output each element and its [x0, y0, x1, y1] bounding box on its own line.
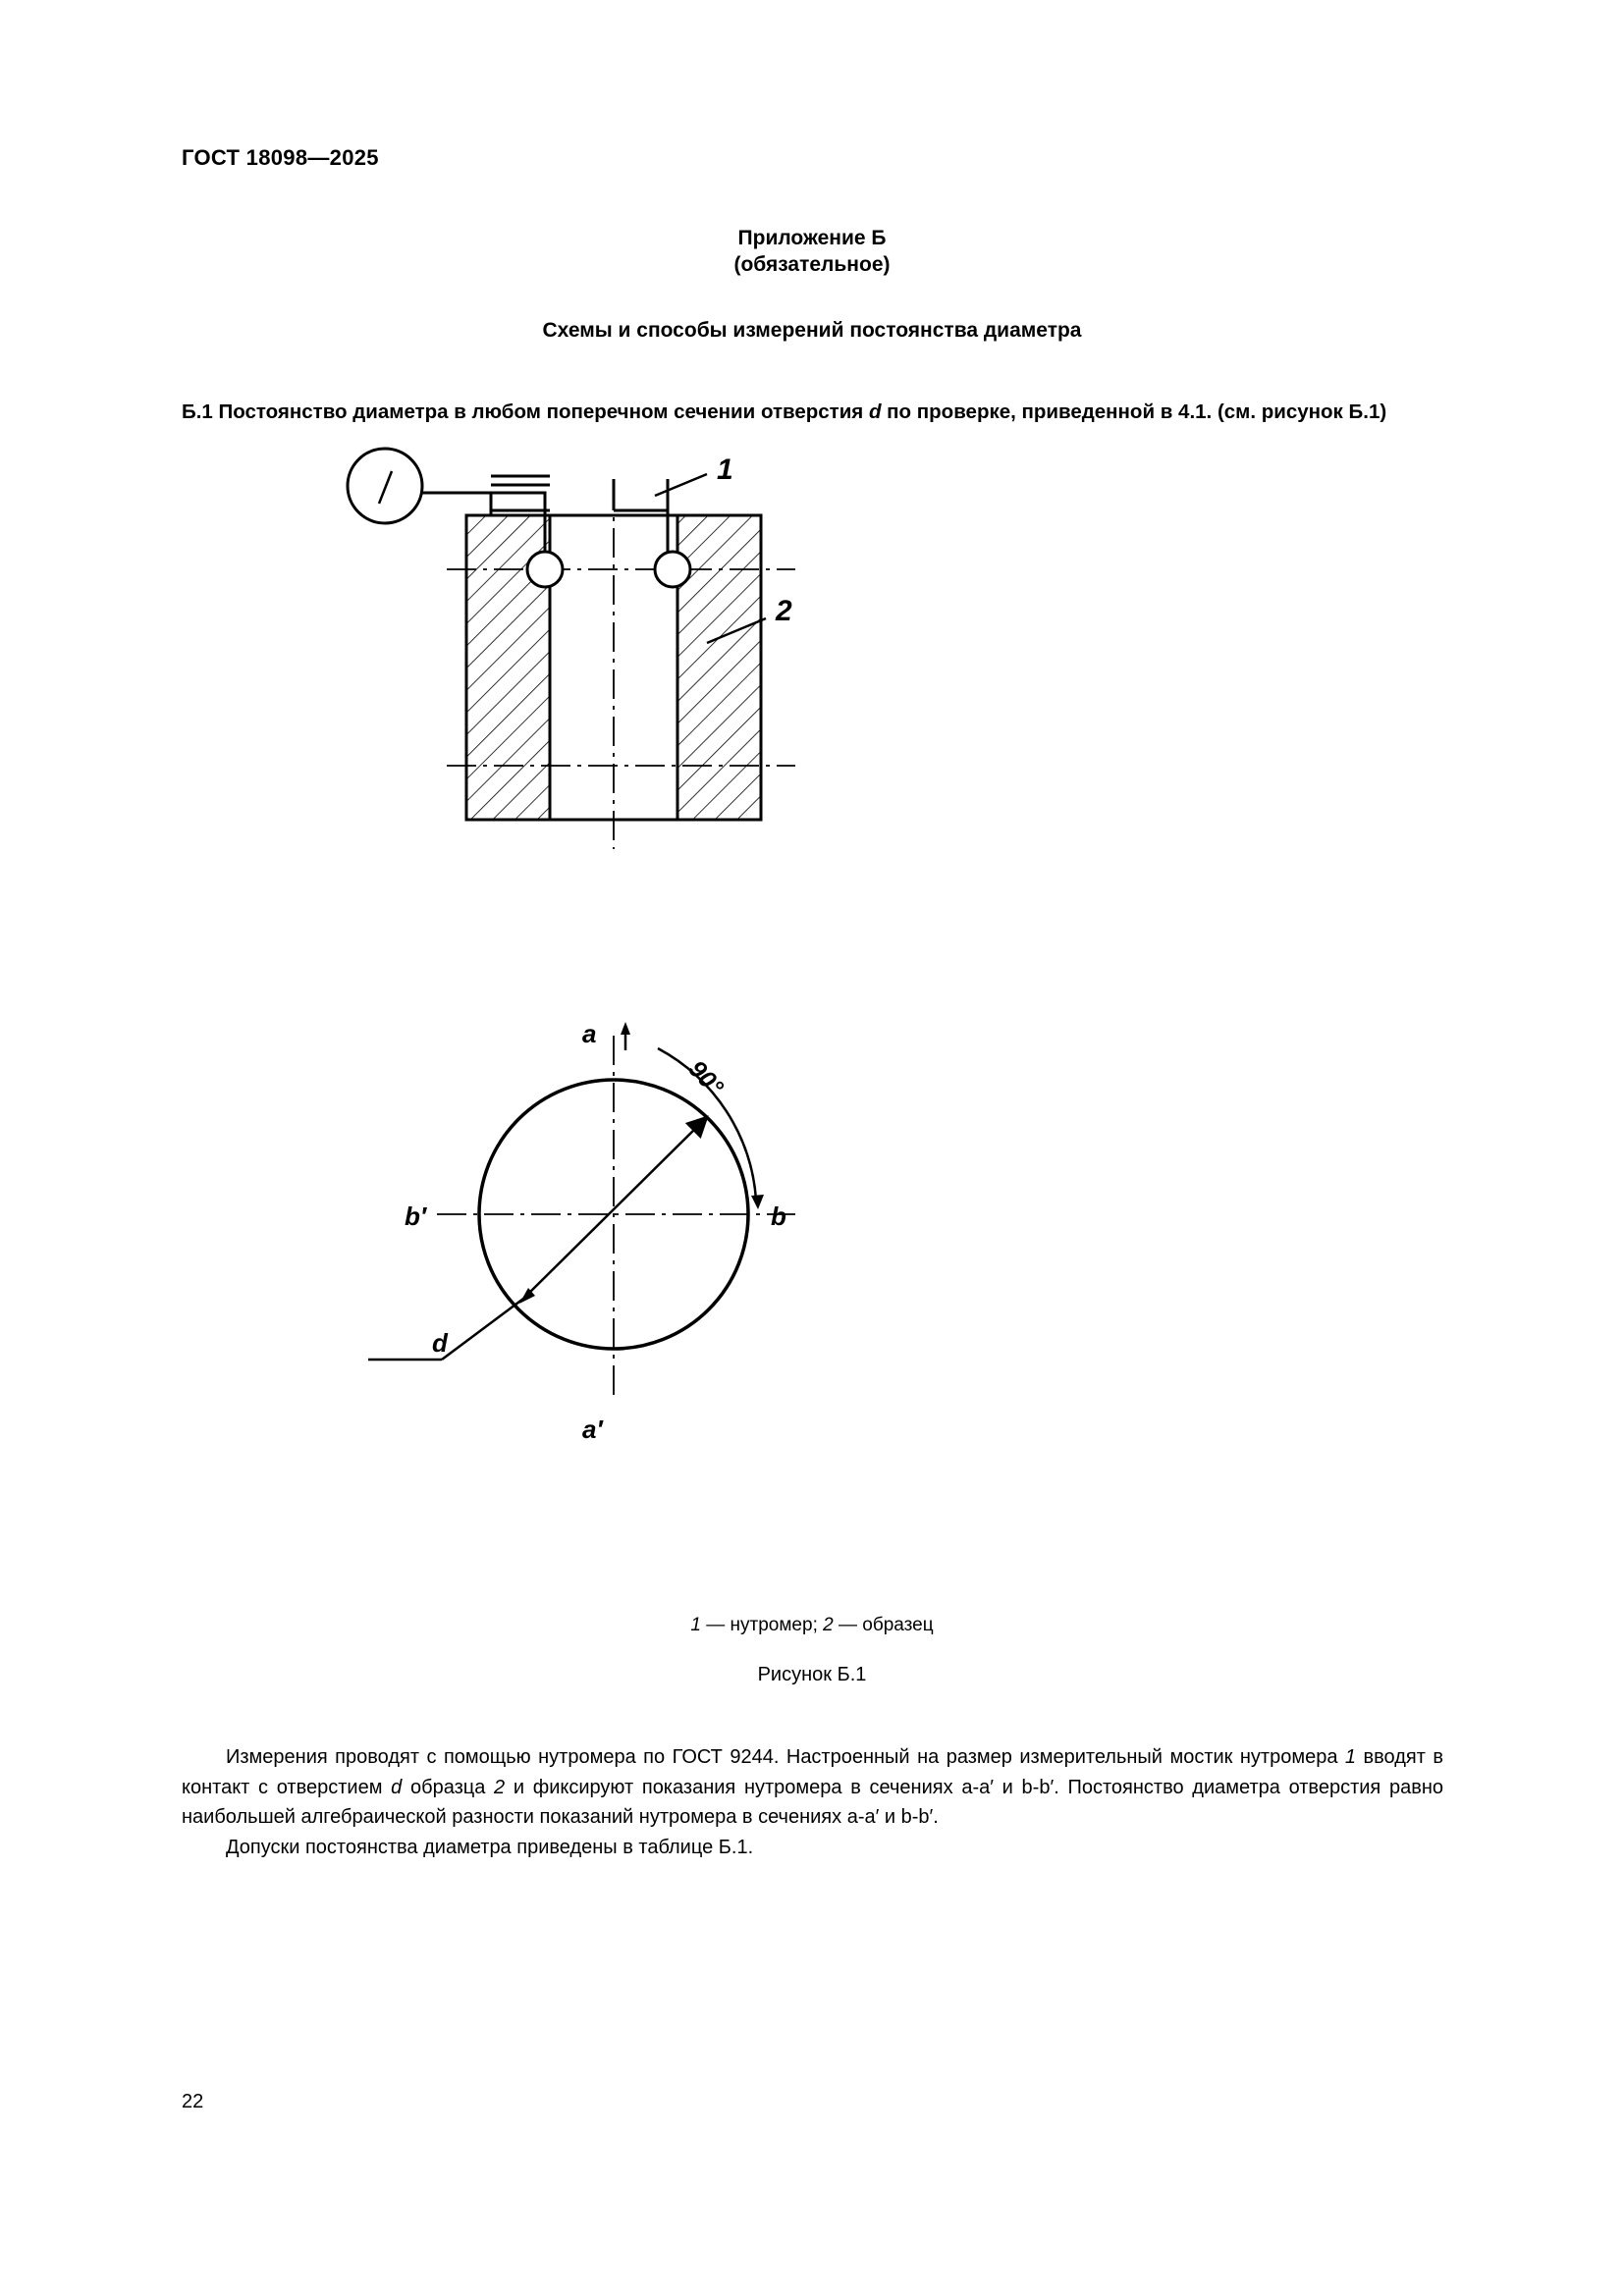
clause-text-after: по проверке, приведенной в 4.1. (см. рисунок Б.1): [881, 400, 1387, 423]
figure-b1: [196, 454, 1443, 1600]
appendix-subtitle: (обязательное): [733, 253, 891, 276]
leader-callout-1: [655, 474, 707, 496]
figure-key-text-2: — образец: [833, 1615, 934, 1635]
clause-b1-paragraph: [182, 397, 1448, 427]
angle-label: 90°: [682, 1054, 729, 1101]
axis-label-b-prime: b′: [405, 1201, 427, 1231]
figure-caption: Рисунок Б.1: [757, 1664, 867, 1685]
probe-contact-left: [527, 552, 563, 587]
axis-label-a: a: [582, 1019, 597, 1048]
cross-section-view: [368, 1019, 795, 1444]
diameter-label-d: d: [432, 1328, 448, 1358]
figure-b1-drawing: [196, 454, 1443, 1600]
body-text: [182, 1742, 1443, 1862]
page-header: ГОСТ 18098—2025: [182, 145, 379, 170]
axis-label-a-prime: a′: [582, 1415, 603, 1444]
paragraph-tolerances: Допуски постоянства диаметра приведены в таблице Б.1.: [226, 1836, 754, 1858]
callout-2-label: 2: [776, 595, 792, 627]
figure-key-num-1: 1: [690, 1615, 701, 1635]
clause-italic-d: d: [868, 400, 882, 423]
figure-key: [0, 1615, 1624, 1636]
clause-text-before: Б.1 Постоянство диаметра в любом поперечном сечении отверстия: [182, 400, 869, 423]
section-heading: Схемы и способы измерений постоянства диаметра: [542, 319, 1082, 342]
probe-contact-right: [655, 552, 690, 587]
figure-key-num-2: 2: [823, 1615, 834, 1635]
callout-1-label: 1: [717, 454, 733, 486]
appendix-title: Приложение Б: [737, 227, 887, 249]
axis-label-b: b: [771, 1201, 786, 1231]
page-number: 22: [182, 2091, 204, 2112]
paragraph-measure-method: Измерения проводят с помощью нутромера по ГОСТ 9244. Настроенный на размер измерительный мостик нутромера 1 вводят в контакт с отверстием d образца 2 и фиксируют показания нутромера в сечениях a-a′ и b-b′. Постоянство диаметра отверстия равно наибольшей алгебраической разности показаний нутромера в сечениях a-a′ и b-b′.: [182, 1746, 1443, 1828]
figure-key-text-1: — нутромер;: [700, 1615, 824, 1635]
